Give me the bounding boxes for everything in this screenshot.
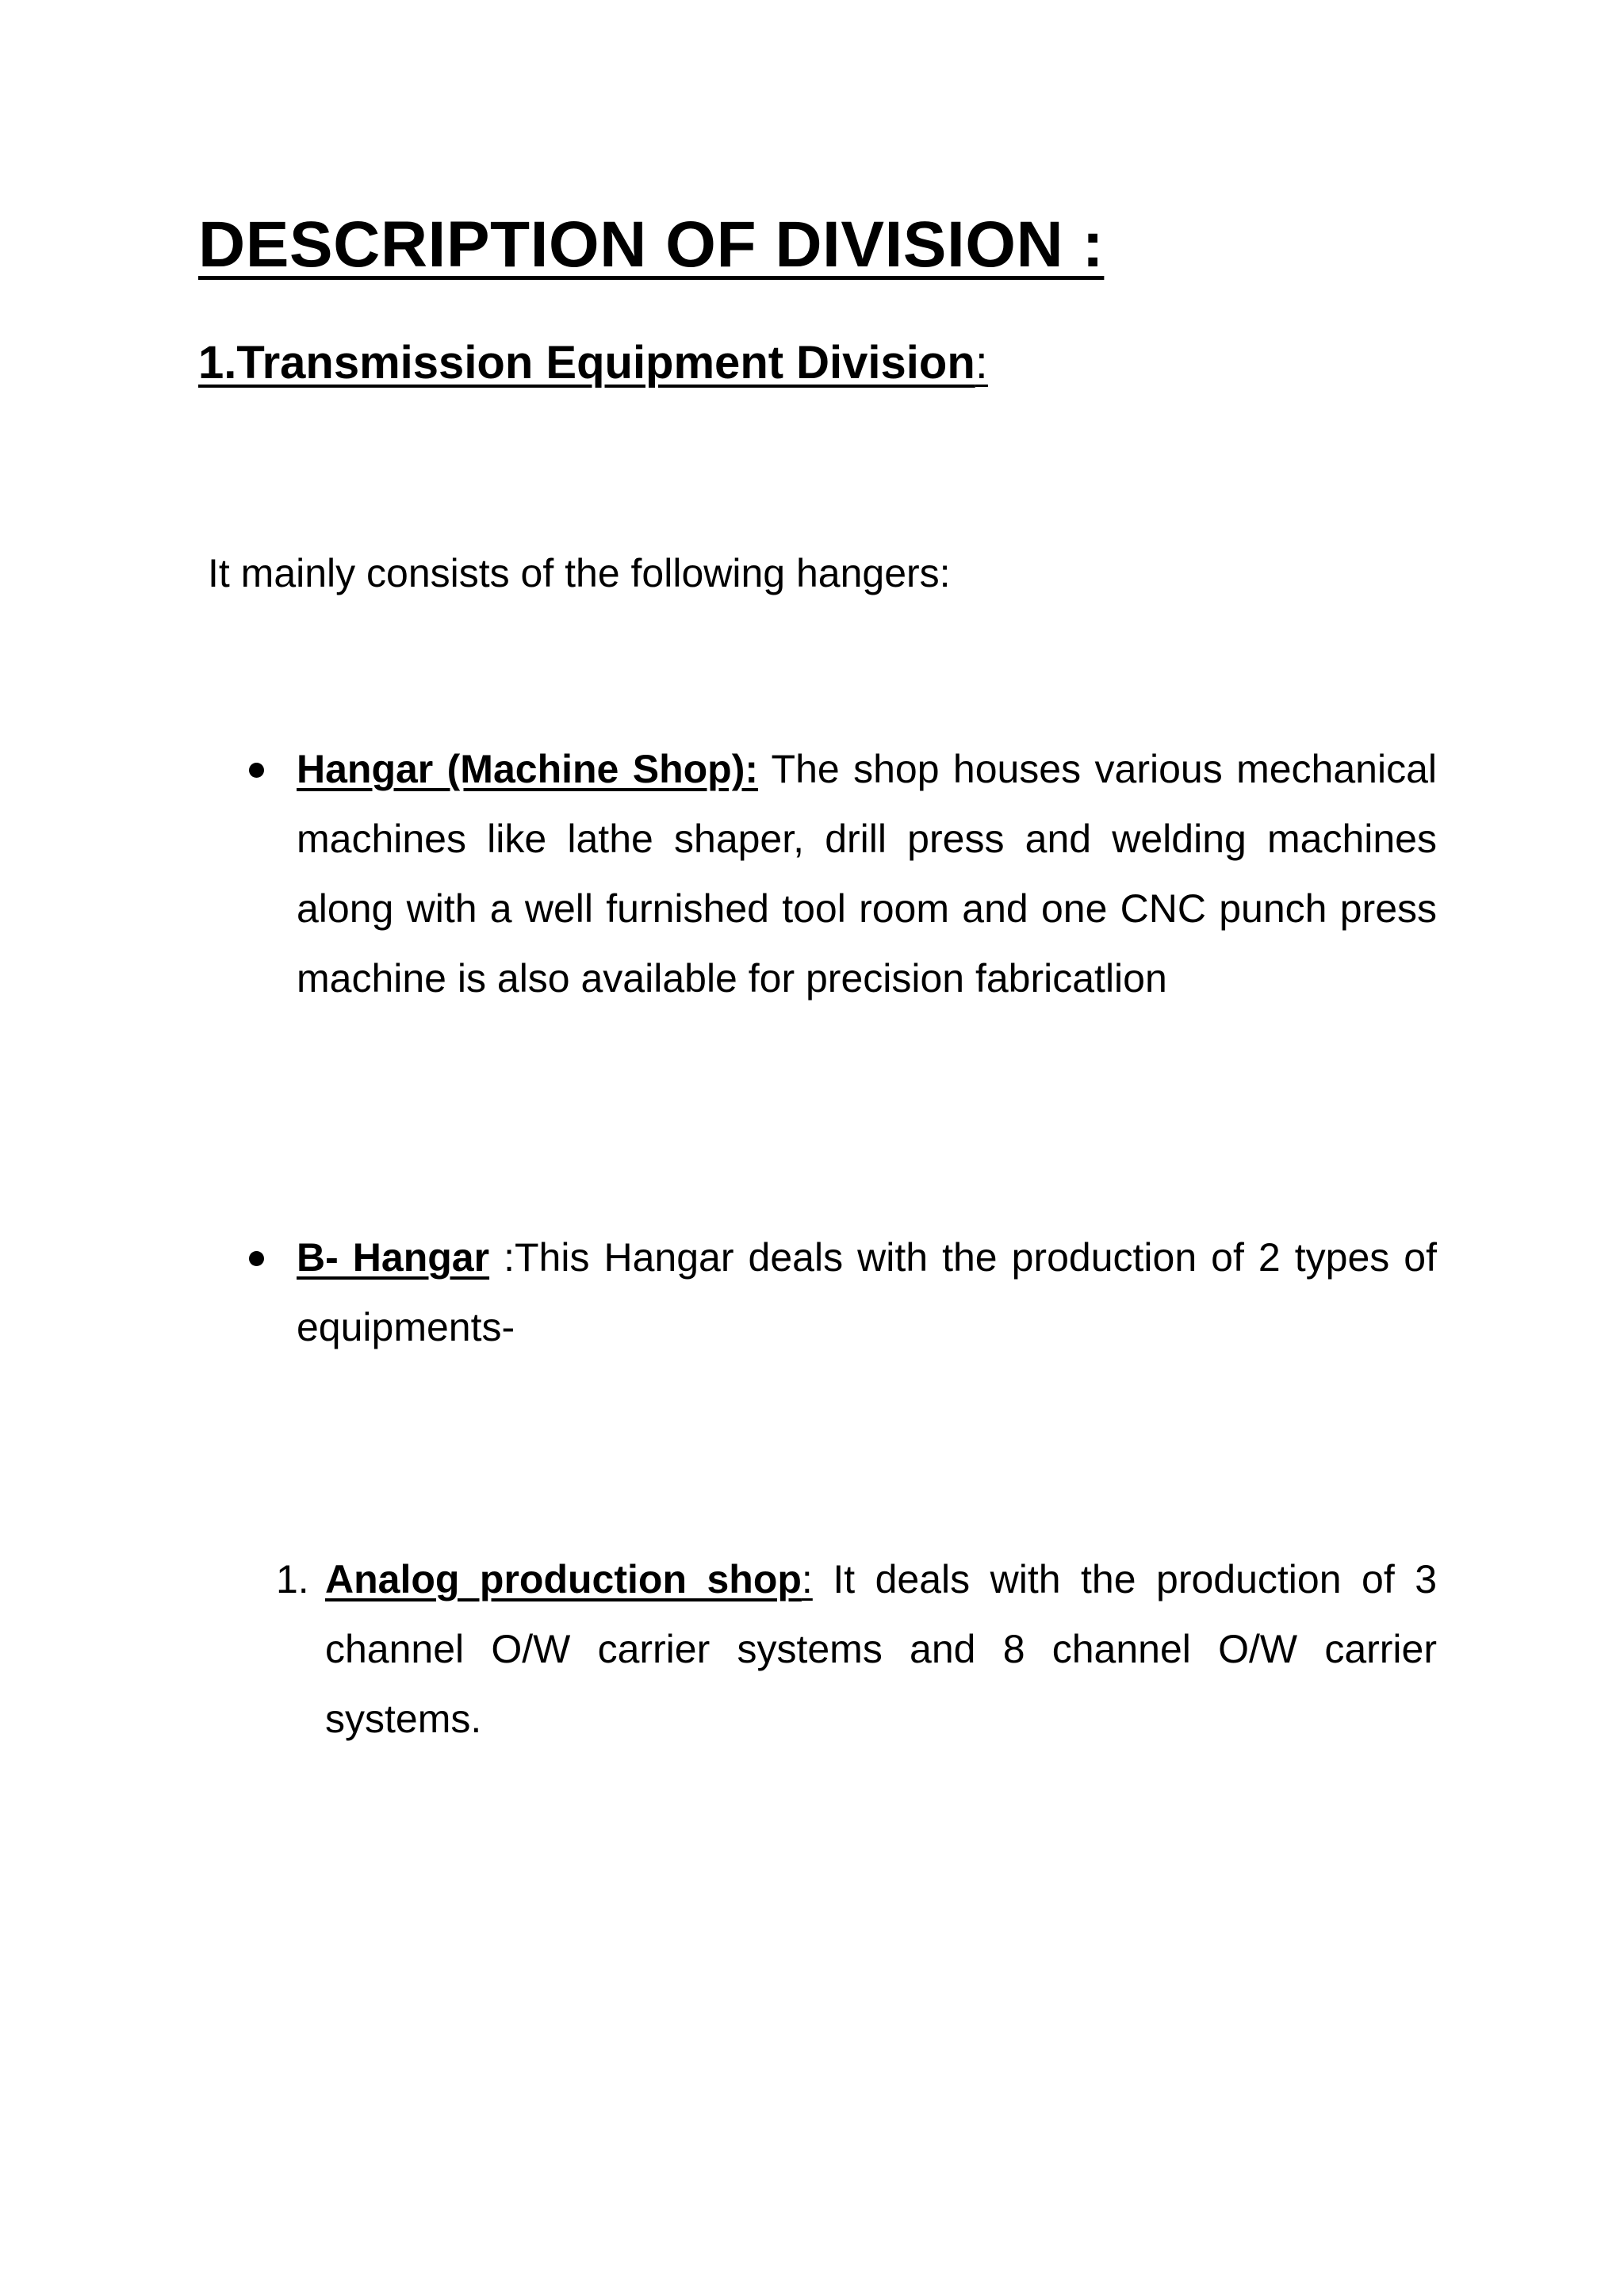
document-title: DESCRIPTION OF DIVISION : [198, 209, 1105, 281]
numbered-item-analog-production-shop [276, 1544, 1438, 1754]
numbered-term: Analog production shop [325, 1557, 802, 1601]
bullet-text: :This Hangar deals with the production of 2 types of equipments- [297, 1235, 1438, 1349]
bullet-icon [249, 763, 264, 778]
section-heading-colon: : [975, 337, 988, 388]
list-number: 1. [276, 1557, 309, 1601]
section-heading-text: 1.Transmission Equipment Division [198, 337, 975, 388]
intro-paragraph: It mainly consists of the following hangers: [208, 551, 951, 595]
numbered-text: It deals with the production of 3 channel O/W carrier systems and 8 channel O/W carrier systems. [325, 1557, 1438, 1741]
bullet-text: The shop houses various mechanical machines like lathe shaper, drill press and welding machines along with a well furnished tool room and one CNC punch press machine is also available for precision fabricatlion [297, 747, 1437, 1001]
section-heading [198, 336, 988, 389]
numbered-term-colon: : [801, 1557, 813, 1601]
bullet-term: Hangar (Machine Shop): [297, 747, 759, 791]
bullet-icon [249, 1251, 264, 1266]
bullet-item-b-hangar [297, 1223, 1437, 1362]
bullet-item-machine-shop [297, 734, 1437, 1013]
bullet-term: B- Hangar [297, 1235, 490, 1280]
